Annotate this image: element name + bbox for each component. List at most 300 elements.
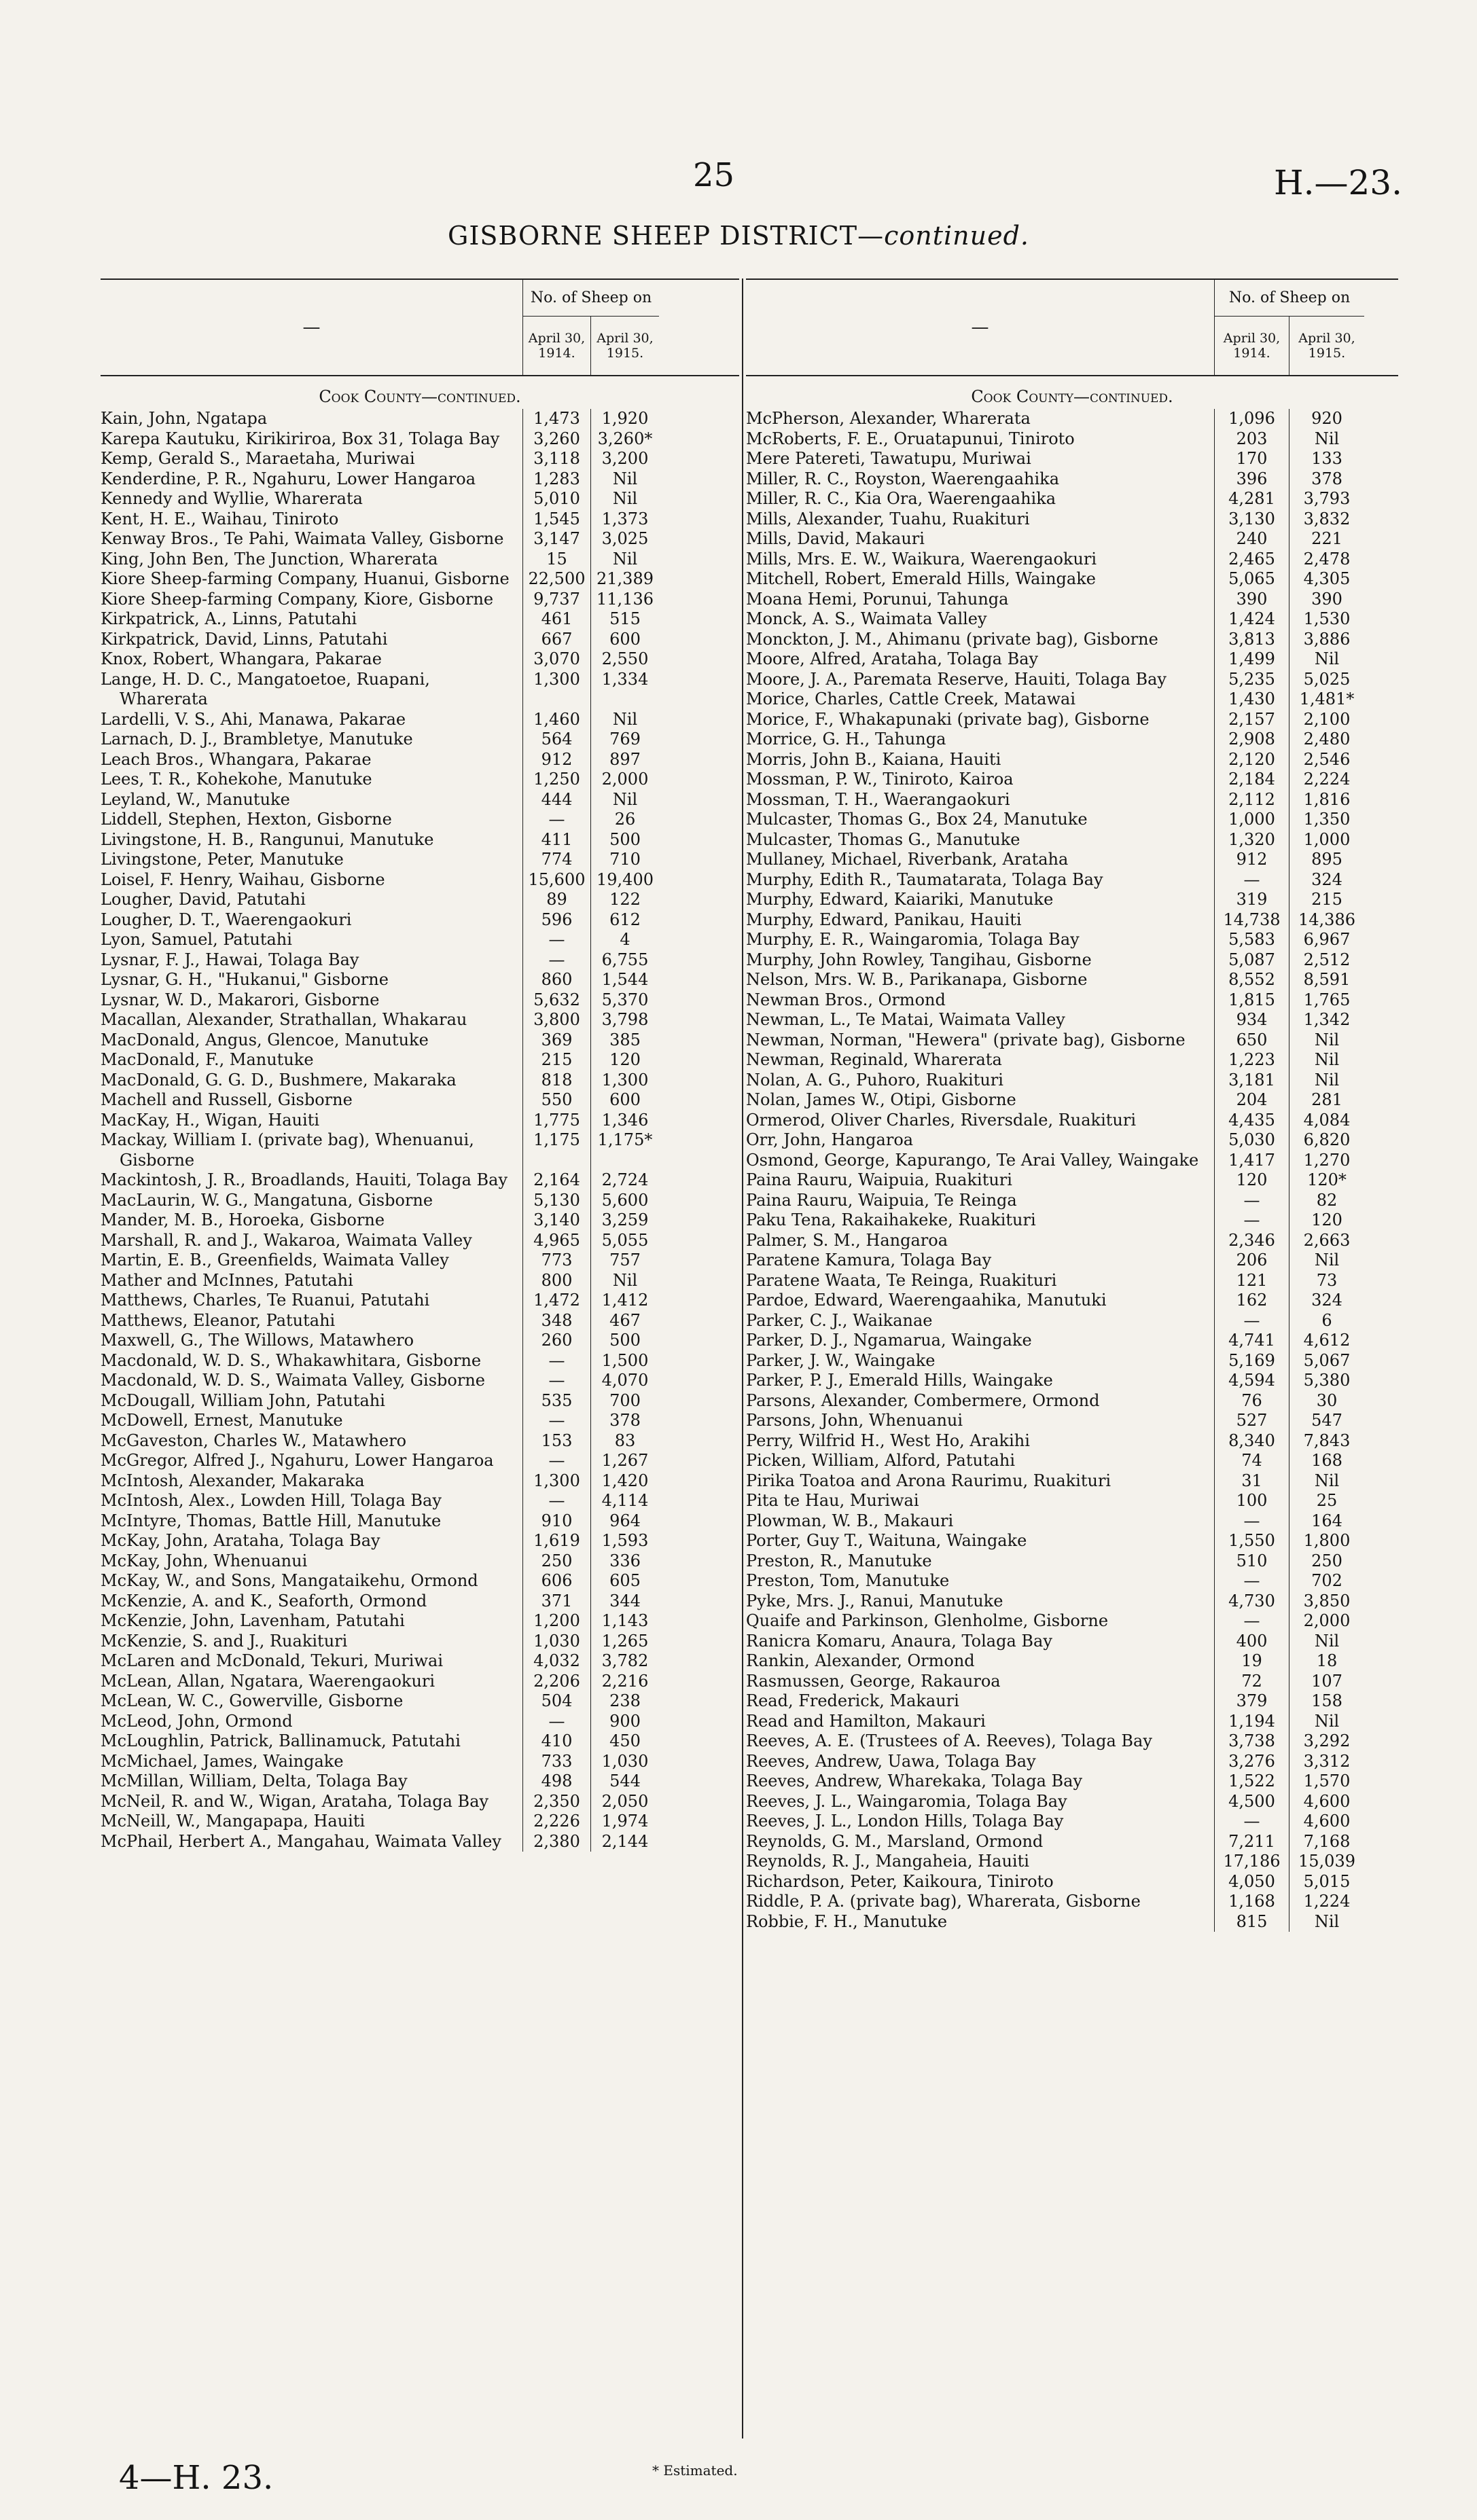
sheep-1915: 2,000 (1303, 1611, 1351, 1630)
sheep-1915: Nil (1314, 1911, 1340, 1931)
sheep-1914: 1,175 (523, 1130, 591, 1170)
footer-reference: 4—H. 23. (119, 2459, 274, 2497)
owner-name: MacLaurin, W. G., Mangatuna, Gisborne (101, 1191, 523, 1211)
owner-name: Kemp, Gerald S., Maraetaha, Muriwai (101, 449, 523, 469)
table-row (101, 1331, 739, 1351)
owner-name: Lange, H. D. C., Mangatoetoe, Ruapani, Wharerata (101, 670, 523, 710)
owner-name: Paratene Kamura, Tolaga Bay (746, 1250, 1215, 1271)
sheep-1914: — (1215, 870, 1289, 890)
owner-name: Parsons, Alexander, Combermere, Ormond (746, 1391, 1215, 1411)
sheep-1914: 4,730 (1215, 1591, 1289, 1612)
sheep-1915: 1,224 (1303, 1892, 1351, 1911)
owner-name: McLoughlin, Patrick, Ballinamuck, Patutahi (101, 1731, 523, 1752)
sheep-1914: 14,738 (1215, 910, 1289, 931)
owner-name: Murphy, E. R., Waingaromia, Tolaga Bay (746, 930, 1215, 950)
table-row (746, 1231, 1398, 1251)
sheep-1914: 260 (523, 1331, 591, 1351)
page-title (0, 221, 1477, 251)
sheep-1914: 444 (523, 790, 591, 810)
sheep-1915: 238 (609, 1691, 641, 1710)
sheep-1914: 550 (523, 1090, 591, 1111)
sheep-1915: 2,480 (1303, 730, 1351, 749)
sheep-1914: 120 (1215, 1170, 1289, 1191)
right-table (746, 278, 1398, 1932)
owner-name: Read and Hamilton, Makauri (746, 1712, 1215, 1732)
owner-name: Lysnar, F. J., Hawai, Tolaga Bay (101, 950, 523, 971)
sheep-1915: 895 (1311, 850, 1342, 869)
sheep-1914: 1,320 (1215, 830, 1289, 850)
table-row (101, 990, 739, 1011)
owner-name: Liddell, Stephen, Hexton, Gisborne (101, 810, 523, 830)
table-row (746, 1271, 1398, 1291)
sheep-1915: 1,530 (1303, 609, 1351, 628)
table-row (101, 1551, 739, 1572)
table-row (746, 910, 1398, 931)
owner-name: Mitchell, Robert, Emerald Hills, Waingake (746, 569, 1215, 590)
sheep-1914: 7,211 (1215, 1832, 1289, 1852)
sheep-1914: — (523, 1351, 591, 1371)
sheep-1915: 19,400 (597, 869, 654, 889)
section-heading: Cook County—continued. (319, 387, 521, 406)
owner-name: Kennedy and Wyllie, Wharerata (101, 489, 523, 509)
sheep-1914: — (523, 1411, 591, 1431)
table-row (101, 830, 739, 850)
owner-name: Kenderdine, P. R., Ngahuru, Lower Hangaroa (101, 469, 523, 490)
sheep-1914: 815 (1215, 1912, 1289, 1932)
table-row (101, 1651, 739, 1672)
owner-name: Newman, Reginald, Wharerata (746, 1050, 1215, 1070)
sheep-1914: 1,545 (523, 509, 591, 530)
sheep-1915: 1,816 (1303, 789, 1351, 809)
sheep-1914: 2,465 (1215, 550, 1289, 570)
sheep-1914: 912 (523, 750, 591, 770)
owner-name: Parker, C. J., Waikanae (746, 1311, 1215, 1331)
sheep-1915: 221 (1311, 529, 1342, 548)
owner-name: Lees, T. R., Kohekohe, Manutuke (101, 770, 523, 790)
owner-name: McLean, W. C., Gowerville, Gisborne (101, 1691, 523, 1712)
owner-name: Matthews, Charles, Te Ruanui, Patutahi (101, 1291, 523, 1311)
table-row (746, 1632, 1398, 1652)
table-row (101, 1090, 739, 1111)
table-row (746, 590, 1398, 610)
sheep-1915: 3,260* (597, 429, 653, 448)
sheep-1914: 319 (1215, 890, 1289, 910)
title-main: GISBORNE SHEEP DISTRICT— (448, 221, 885, 251)
owner-name: MacDonald, Angus, Glencoe, Manutuke (101, 1030, 523, 1051)
sheep-1915: 7,843 (1303, 1430, 1351, 1450)
owner-name: Reeves, Andrew, Uawa, Tolaga Bay (746, 1752, 1215, 1772)
sheep-1915: 920 (1311, 409, 1342, 428)
sheep-1915: 82 (1316, 1190, 1338, 1210)
table-row (746, 1010, 1398, 1030)
sheep-1914: 912 (1215, 850, 1289, 870)
sheep-1914: 667 (523, 630, 591, 650)
sheep-1914: 1,300 (523, 1471, 591, 1492)
table-row (101, 750, 739, 770)
sheep-1914: 100 (1215, 1491, 1289, 1511)
table-row (101, 1431, 739, 1452)
table-row (746, 1611, 1398, 1632)
owner-name: McLean, Allan, Ngatara, Waerengaokuri (101, 1672, 523, 1692)
sheep-1915: 1,593 (601, 1531, 649, 1550)
table-row (746, 1090, 1398, 1111)
table-row (746, 1912, 1398, 1932)
table-row (746, 1551, 1398, 1572)
owner-name: Moore, J. A., Paremata Reserve, Hauiti, Tolaga Bay (746, 670, 1215, 690)
sheep-1914: 2,346 (1215, 1231, 1289, 1251)
sheep-1914: 206 (1215, 1250, 1289, 1271)
sheep-1915: 7,168 (1303, 1831, 1351, 1851)
sheep-1915: 122 (609, 890, 641, 909)
owner-name: Kiore Sheep-farming Company, Huanui, Gisborne (101, 569, 523, 590)
sheep-1915: Nil (1314, 1471, 1340, 1490)
sheep-1915: 1,346 (601, 1110, 649, 1130)
table-row (101, 529, 739, 550)
owner-name: McGregor, Alfred J., Ngahuru, Lower Hangaroa (101, 1451, 523, 1471)
sheep-1915: 547 (1311, 1411, 1342, 1430)
table-row (101, 1291, 739, 1311)
sheep-1914: 1,096 (1215, 409, 1289, 429)
sheep-1914: 15,600 (523, 870, 591, 890)
sheep-1915: Nil (612, 469, 638, 488)
table-row (746, 750, 1398, 770)
sheep-1914: 733 (523, 1752, 591, 1772)
header-date-1914: April 30, 1914. (523, 317, 591, 375)
table-row (746, 1371, 1398, 1391)
owner-name: McKenzie, S. and J., Ruakituri (101, 1632, 523, 1652)
sheep-1914: 121 (1215, 1271, 1289, 1291)
sheep-1915: 702 (1311, 1571, 1342, 1590)
sheep-1915: Nil (1314, 1030, 1340, 1049)
sheep-1914: 510 (1215, 1551, 1289, 1572)
owner-name: Martin, E. B., Greenfields, Waimata Valley (101, 1250, 523, 1271)
sheep-1914: 72 (1215, 1672, 1289, 1692)
table-row (746, 1210, 1398, 1231)
header-name-column: — (101, 280, 523, 375)
sheep-1915: 1,800 (1303, 1531, 1351, 1550)
sheep-1915: 769 (609, 730, 641, 749)
table-row (101, 910, 739, 931)
table-row (101, 1471, 739, 1492)
sheep-1914: 379 (1215, 1691, 1289, 1712)
sheep-1915: Nil (1314, 1250, 1340, 1270)
owner-name: Ormerod, Oliver Charles, Riversdale, Ruakituri (746, 1111, 1215, 1131)
owner-name: Paina Rauru, Waipuia, Ruakituri (746, 1170, 1215, 1191)
sheep-1914: 5,169 (1215, 1351, 1289, 1371)
sheep-1915: 1,300 (601, 1070, 649, 1090)
sheep-1914: 4,500 (1215, 1792, 1289, 1812)
sheep-1914: 4,741 (1215, 1331, 1289, 1351)
owner-name: Porter, Guy T., Waituna, Waingake (746, 1531, 1215, 1551)
table-row (746, 1491, 1398, 1511)
sheep-1914: 498 (523, 1771, 591, 1792)
table-row (746, 890, 1398, 910)
sheep-1915: 612 (609, 910, 641, 929)
owner-name: Morice, Charles, Cattle Creek, Matawai (746, 689, 1215, 710)
table-row (746, 449, 1398, 469)
sheep-1915: 2,224 (1303, 770, 1351, 789)
title-continued: continued. (884, 221, 1029, 251)
sheep-1914: 773 (523, 1250, 591, 1271)
sheep-1914: 2,112 (1215, 790, 1289, 810)
owner-name: Mulcaster, Thomas G., Manutuke (746, 830, 1215, 850)
owner-name: Mills, David, Makauri (746, 529, 1215, 550)
sheep-1915: 605 (609, 1571, 641, 1590)
sheep-1915: 378 (609, 1411, 641, 1430)
sheep-1915: 83 (614, 1430, 636, 1450)
owner-name: McIntosh, Alexander, Makaraka (101, 1471, 523, 1492)
header-date-1915: April 30, 1915. (1298, 331, 1355, 361)
owner-name: Mossman, P. W., Tiniroto, Kairoa (746, 770, 1215, 790)
sheep-1915: 467 (609, 1310, 641, 1330)
table-row (101, 1010, 739, 1030)
owner-name: Reynolds, G. M., Marsland, Ormond (746, 1832, 1215, 1852)
sheep-1914: 31 (1215, 1471, 1289, 1492)
header-date-1915: April 30, 1915. (597, 331, 654, 361)
sheep-1914: 3,813 (1215, 630, 1289, 650)
sheep-1915: 900 (609, 1711, 641, 1731)
sheep-1915: 215 (1311, 890, 1342, 909)
owner-name: Matthews, Eleanor, Patutahi (101, 1311, 523, 1331)
owner-name: Kirkpatrick, David, Linns, Patutahi (101, 630, 523, 650)
owner-name: MacKay, H., Wigan, Hauiti (101, 1111, 523, 1131)
table-row (746, 429, 1398, 450)
sheep-1914: — (523, 950, 591, 971)
owner-name: McPherson, Alexander, Wharerata (746, 409, 1215, 429)
owner-name: Lyon, Samuel, Patutahi (101, 930, 523, 950)
owner-name: Morice, F., Whakapunaki (private bag), Gisborne (746, 710, 1215, 730)
table-row (101, 1070, 739, 1091)
table-row (746, 1731, 1398, 1752)
owner-name: Lougher, David, Patutahi (101, 890, 523, 910)
table-row (746, 649, 1398, 670)
sheep-1915: 25 (1316, 1491, 1338, 1510)
sheep-1914: 1,522 (1215, 1771, 1289, 1792)
sheep-1915: 515 (609, 609, 641, 628)
owner-name: Macallan, Alexander, Strathallan, Whakarau (101, 1010, 523, 1030)
owner-name: McLaren and McDonald, Tekuri, Muriwai (101, 1651, 523, 1672)
owner-name: Murphy, John Rowley, Tangihau, Gisborne (746, 950, 1215, 971)
sheep-1914: 4,965 (523, 1231, 591, 1251)
table-row (746, 1391, 1398, 1411)
sheep-1915: 5,370 (601, 990, 649, 1009)
sheep-1915: 168 (1311, 1451, 1342, 1470)
owner-name: Parsons, John, Whenuanui (746, 1411, 1215, 1431)
owner-name: McKenzie, John, Lavenham, Patutahi (101, 1611, 523, 1632)
table-row (101, 1672, 739, 1692)
table-row (101, 970, 739, 990)
owner-name: Preston, R., Manutuke (746, 1551, 1215, 1572)
table-row (101, 649, 739, 670)
table-row (101, 790, 739, 810)
sheep-1915: 3,850 (1303, 1591, 1351, 1610)
sheep-1914: 3,130 (1215, 509, 1289, 530)
owner-name: Paina Rauru, Waipuia, Te Reinga (746, 1191, 1215, 1211)
table-row (101, 1030, 739, 1051)
owner-name: McIntyre, Thomas, Battle Hill, Manutuke (101, 1511, 523, 1532)
table-row (746, 1431, 1398, 1452)
owner-name: Preston, Tom, Manutuke (746, 1571, 1215, 1591)
sheep-1915: Nil (1314, 1050, 1340, 1069)
sheep-1915: 6,755 (601, 950, 649, 969)
sheep-1915: 8,591 (1303, 970, 1351, 989)
table-row (746, 770, 1398, 790)
sheep-1914: 240 (1215, 529, 1289, 550)
owner-name: Pyke, Mrs. J., Ranui, Manutuke (746, 1591, 1215, 1612)
sheep-1915: 385 (609, 1030, 641, 1049)
sheep-1914: 650 (1215, 1030, 1289, 1051)
table-row (746, 1591, 1398, 1612)
footnote: * Estimated. (652, 2462, 738, 2479)
sheep-1915: 4,084 (1303, 1110, 1351, 1130)
table-row (101, 1271, 739, 1291)
sheep-1914: 2,164 (523, 1170, 591, 1191)
owner-name: Reeves, A. E. (Trustees of A. Reeves), Tolaga Bay (746, 1731, 1215, 1752)
sheep-1914: 390 (1215, 590, 1289, 610)
owner-name: Richardson, Peter, Kaikoura, Tiniroto (746, 1872, 1215, 1892)
sheep-1915: 3,886 (1303, 629, 1351, 649)
owner-name: McLeod, John, Ormond (101, 1712, 523, 1732)
sheep-1915: Nil (612, 549, 638, 569)
sheep-1914: — (523, 930, 591, 950)
owner-name: Pirika Toatoa and Arona Raurimu, Ruakituri (746, 1471, 1215, 1492)
owner-name: Plowman, W. B., Makauri (746, 1511, 1215, 1532)
sheep-1914: 3,276 (1215, 1752, 1289, 1772)
owner-name: McMillan, William, Delta, Tolaga Bay (101, 1771, 523, 1792)
sheep-1914: 3,140 (523, 1210, 591, 1231)
owner-name: Mander, M. B., Horoeka, Gisborne (101, 1210, 523, 1231)
table-row (101, 950, 739, 971)
sheep-1915: 107 (1311, 1671, 1342, 1691)
sheep-1914: 3,800 (523, 1010, 591, 1030)
owner-name: Leach Bros., Whangara, Pakarae (101, 750, 523, 770)
sheep-1914: 1,550 (1215, 1531, 1289, 1551)
sheep-1915: Nil (1314, 429, 1340, 448)
sheep-1915: 3,259 (601, 1210, 649, 1229)
table-row (101, 1451, 739, 1471)
sheep-1915: 1,143 (601, 1611, 649, 1630)
table-row (101, 870, 739, 890)
table-row (746, 790, 1398, 810)
owner-name: Mills, Alexander, Tuahu, Ruakituri (746, 509, 1215, 530)
owner-name: Riddle, P. A. (private bag), Wharerata, Gisborne (746, 1892, 1215, 1912)
sheep-1915: 3,793 (1303, 489, 1351, 508)
sheep-1915: 1,270 (1303, 1150, 1351, 1170)
sheep-1914: 250 (523, 1551, 591, 1572)
table-row (101, 1111, 739, 1131)
sheep-1915: 757 (609, 1250, 641, 1270)
sheep-1915: 600 (609, 629, 641, 649)
sheep-1915: 2,550 (601, 649, 649, 668)
sheep-1915: 500 (609, 1331, 641, 1350)
sheep-1914: — (523, 1712, 591, 1732)
owner-name: McDougall, William John, Patutahi (101, 1391, 523, 1411)
table-row (746, 1712, 1398, 1732)
sheep-1915: 1,030 (601, 1751, 649, 1771)
sheep-1914: 1,460 (523, 710, 591, 730)
owner-name: Perry, Wilfrid H., West Ho, Arakihi (746, 1431, 1215, 1452)
owner-name: Mossman, T. H., Waerangaokuri (746, 790, 1215, 810)
table-row (746, 1111, 1398, 1131)
sheep-1914: 400 (1215, 1632, 1289, 1652)
owner-name: McNeill, W., Mangapapa, Hauiti (101, 1812, 523, 1832)
owner-name: Kent, H. E., Waihau, Tiniroto (101, 509, 523, 530)
sheep-1914: — (1215, 1311, 1289, 1331)
sheep-1915: 4,305 (1303, 569, 1351, 588)
owner-name: Parker, J. W., Waingake (746, 1351, 1215, 1371)
owner-name: Miller, R. C., Royston, Waerengaahika (746, 469, 1215, 490)
owner-name: Knox, Robert, Whangara, Pakarae (101, 649, 523, 670)
owner-name: Rasmussen, George, Rakauroa (746, 1672, 1215, 1692)
table-row (746, 670, 1398, 690)
table-row (746, 409, 1398, 429)
owner-name: Parker, D. J., Ngamarua, Waingake (746, 1331, 1215, 1351)
sheep-1915: 2,144 (601, 1831, 649, 1851)
sheep-1914: 4,435 (1215, 1111, 1289, 1131)
sheep-1915: 2,663 (1303, 1230, 1351, 1250)
table-row (746, 730, 1398, 750)
sheep-1914: 1,030 (523, 1632, 591, 1652)
owner-name: McMichael, James, Waingake (101, 1752, 523, 1772)
sheep-1914: 162 (1215, 1291, 1289, 1311)
table-row (101, 1691, 739, 1712)
sheep-1915: 2,050 (601, 1791, 649, 1811)
owner-name: Nolan, A. G., Puhoro, Ruakituri (746, 1070, 1215, 1091)
sheep-1915: 4,070 (601, 1371, 649, 1390)
table-row (746, 630, 1398, 650)
owner-name: Osmond, George, Kapurango, Te Arai Valley, Waingake (746, 1151, 1215, 1171)
table-row (746, 689, 1398, 710)
sheep-1915: 378 (1311, 469, 1342, 488)
sheep-1914: 89 (523, 890, 591, 910)
sheep-1915: 2,216 (601, 1671, 649, 1691)
table-row (746, 1832, 1398, 1852)
sheep-1914: 5,065 (1215, 569, 1289, 590)
owner-name: Lysnar, W. D., Makarori, Gisborne (101, 990, 523, 1011)
sheep-1914: 461 (523, 609, 591, 630)
sheep-1914: 8,552 (1215, 970, 1289, 990)
sheep-1914: — (523, 1491, 591, 1511)
table-row (101, 1632, 739, 1652)
table-row (101, 469, 739, 490)
sheep-1914: 1,472 (523, 1291, 591, 1311)
owner-name: Murphy, Edith R., Taumatarata, Tolaga Bay (746, 870, 1215, 890)
left-table (101, 278, 739, 1852)
sheep-1914: 1,424 (1215, 609, 1289, 630)
table-row (746, 1151, 1398, 1171)
sheep-1915: 164 (1311, 1511, 1342, 1530)
sheep-1914: 504 (523, 1691, 591, 1712)
owner-name: Murphy, Edward, Kaiariki, Manutuke (746, 890, 1215, 910)
table-row (746, 990, 1398, 1011)
owner-name: McGaveston, Charles W., Matawhero (101, 1431, 523, 1452)
table-row (746, 1331, 1398, 1351)
owner-name: Kain, John, Ngatapa (101, 409, 523, 429)
table-row (101, 930, 739, 950)
owner-name: Leyland, W., Manutuke (101, 790, 523, 810)
sheep-1915: 3,292 (1303, 1731, 1351, 1750)
owner-name: Quaife and Parkinson, Glenholme, Gisborne (746, 1611, 1215, 1632)
sheep-1914: 74 (1215, 1451, 1289, 1471)
sheep-1915: 4,600 (1303, 1812, 1351, 1831)
owner-name: Newman Bros., Ormond (746, 990, 1215, 1011)
owner-name: Mulcaster, Thomas G., Box 24, Manutuke (746, 810, 1215, 830)
sheep-1914: 76 (1215, 1391, 1289, 1411)
sheep-1915: 1,500 (601, 1350, 649, 1370)
sheep-1914: 15 (523, 550, 591, 570)
sheep-1914: — (1215, 1812, 1289, 1832)
table-row (746, 1130, 1398, 1151)
